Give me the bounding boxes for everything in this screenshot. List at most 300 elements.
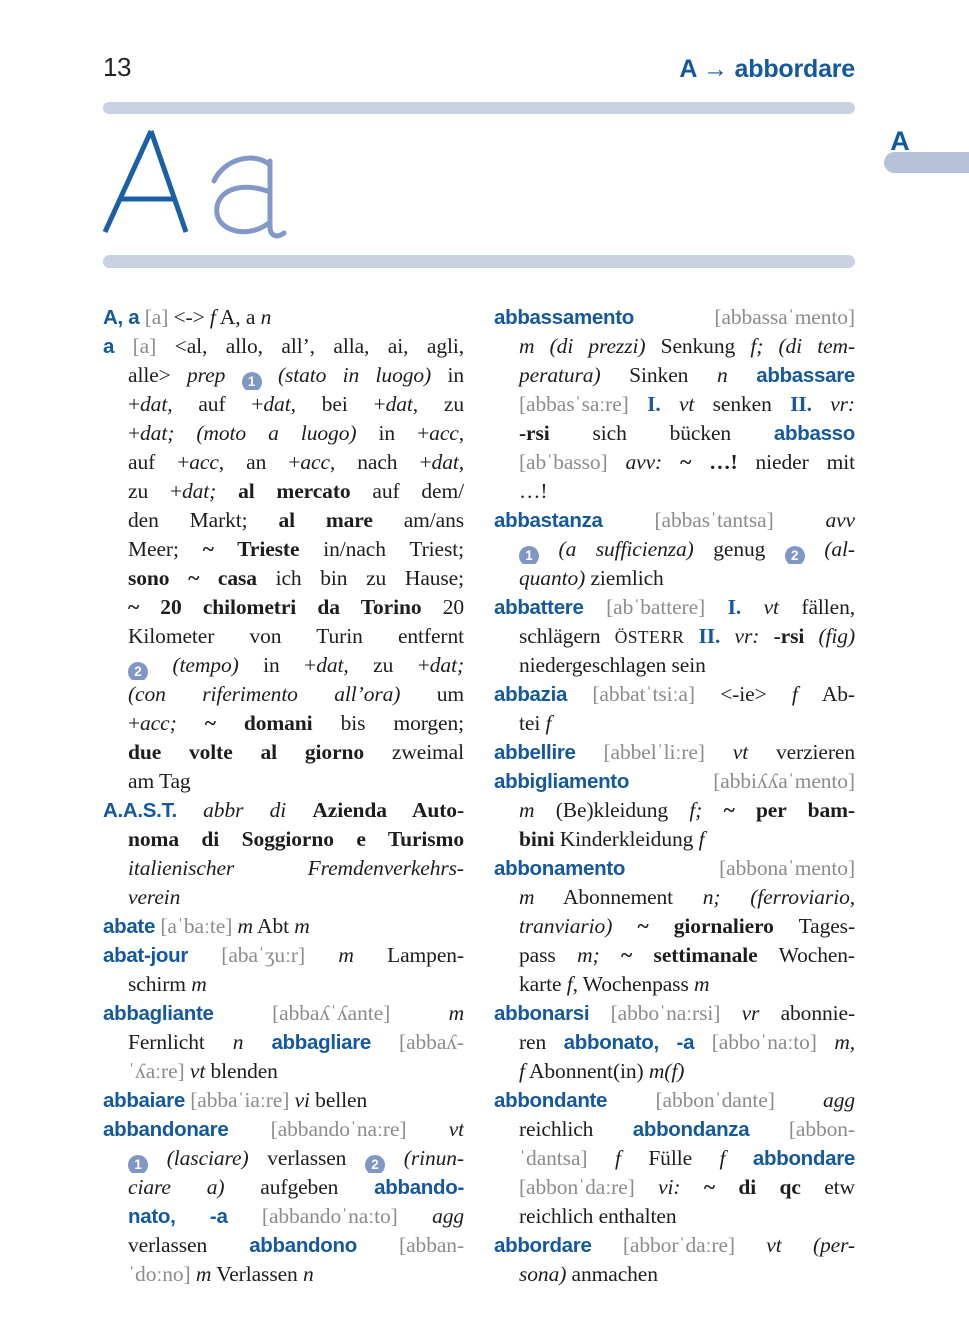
text: fällen, <box>778 595 855 619</box>
entry-line <box>494 593 855 622</box>
entry-line <box>494 419 855 448</box>
text <box>148 653 173 677</box>
italic-label: m, <box>834 1030 855 1054</box>
phonetic-transcription: [abbaˈiaːre] <box>190 1088 290 1112</box>
text: an + <box>224 450 301 474</box>
entry-line <box>494 1231 855 1260</box>
text <box>812 392 830 416</box>
italic-label: f <box>519 1059 525 1083</box>
text <box>694 1030 712 1054</box>
phonetic-transcription: [abˈbasso] <box>519 450 608 474</box>
headword: abbondanza <box>632 1118 750 1141</box>
italic-label: f <box>209 305 216 329</box>
italic-label: m; <box>577 943 600 967</box>
text <box>662 450 680 474</box>
text: in + <box>356 421 430 445</box>
entry-line <box>494 709 855 738</box>
sense-roman-numeral: I. <box>727 595 742 619</box>
phonetic-transcription: [abbandoˈnaːre] <box>270 1117 407 1141</box>
italic-label: f <box>719 1146 726 1170</box>
text <box>177 711 205 735</box>
italic-label: sona) <box>519 1262 567 1286</box>
text: Abt <box>252 914 295 938</box>
italic-label: agg <box>823 1088 855 1112</box>
headword: abbazia <box>494 683 568 706</box>
phonetic-transcription: [abbasˈsaːre] <box>519 392 629 416</box>
big-letter-a <box>214 158 284 236</box>
entry-line <box>494 448 855 477</box>
entry-line <box>494 535 855 564</box>
phonetic-transcription: [abboˈnaːto] <box>711 1030 817 1054</box>
text <box>589 1001 610 1025</box>
text <box>805 537 825 561</box>
text: Lampen- <box>353 943 464 967</box>
bold-example: ~ domani <box>204 711 313 735</box>
text: den Markt; <box>128 508 279 532</box>
headword: abbagliare <box>271 1031 371 1054</box>
text: nieder mit <box>737 450 855 474</box>
text <box>608 450 626 474</box>
headword: a <box>103 335 115 358</box>
phonetic-transcription: [abbassaˈmento] <box>714 305 855 329</box>
text <box>539 537 559 561</box>
bold-example: bini <box>519 827 555 851</box>
text <box>735 1233 766 1257</box>
text <box>725 1146 753 1170</box>
italic-label: m <box>519 885 535 909</box>
phonetic-transcription: [abbelˈliːre] <box>603 740 705 764</box>
bold-example: al mercato <box>238 479 351 503</box>
text: bei + <box>295 392 386 416</box>
text <box>782 1233 813 1257</box>
text <box>216 479 238 503</box>
italic-label: dat; <box>429 653 464 677</box>
text <box>702 798 723 822</box>
phonetic-transcription: [abbaʎ- <box>399 1030 464 1054</box>
italic-label: (rinun- <box>403 1146 464 1170</box>
text: Tages- <box>773 914 855 938</box>
sense-number-badge: 2 <box>365 1155 385 1174</box>
phonetic-transcription: [abbonaˈmento] <box>719 856 855 880</box>
entry-line <box>103 419 464 448</box>
text <box>625 856 719 880</box>
text <box>774 508 826 532</box>
italic-label: n; (ferroviario, <box>702 885 855 909</box>
italic-label: (con riferimento all’ora) <box>128 682 401 706</box>
italic-label: dat, <box>263 392 296 416</box>
text: Wochen- <box>757 943 855 967</box>
headword: abbastanza <box>494 509 603 532</box>
sense-number-badge: 1 <box>128 1155 148 1174</box>
text <box>817 1030 835 1054</box>
text: Ab- <box>797 682 855 706</box>
bold-example: -rsi <box>519 421 550 445</box>
phonetic-transcription: ˈdoːno] <box>128 1262 191 1286</box>
entry-line <box>494 970 855 999</box>
bold-example: due volte al giorno <box>128 740 365 764</box>
italic-label: agg <box>432 1204 464 1228</box>
bold-example: -rsi <box>773 624 805 648</box>
phonetic-transcription: [abbasˈtantsa] <box>654 508 774 532</box>
italic-label: vt <box>189 1059 206 1083</box>
phonetic-transcription: [abborˈdaːre] <box>622 1233 735 1257</box>
text <box>188 943 221 967</box>
phonetic-transcription: [abban- <box>399 1233 464 1257</box>
text: <-ie> <box>694 682 792 706</box>
phonetic-transcription: [abbiʎʎaˈmento] <box>713 769 855 793</box>
text <box>741 595 763 619</box>
phonetic-transcription: [a] <box>144 305 169 329</box>
text: Kinderkleidung <box>554 827 699 851</box>
entry-line <box>494 767 855 796</box>
text: zu + <box>128 479 182 503</box>
italic-label: m <box>237 914 253 938</box>
italic-label: ciare a) <box>128 1175 225 1199</box>
entry-line <box>494 303 855 332</box>
text <box>603 508 655 532</box>
entry-line <box>103 593 464 622</box>
phonetic-transcription: [abbaʎˈʎante] <box>272 1001 391 1025</box>
text: auf dem/ <box>350 479 464 503</box>
headword: abbagliante <box>103 1002 214 1025</box>
bold-example: ~ …! <box>680 450 738 474</box>
italic-label: f <box>791 682 798 706</box>
bold-example: sono ~ casa <box>128 566 257 590</box>
entry-line <box>103 825 464 854</box>
entry-line <box>103 622 464 651</box>
text: Sinken <box>600 363 717 387</box>
thumb-tab-letter: A <box>890 126 910 156</box>
phonetic-transcription: [abˈbattere] <box>606 595 706 619</box>
entry-line <box>494 825 855 854</box>
italic-label: (tempo) <box>172 653 239 677</box>
entry-line <box>103 1086 464 1115</box>
text: + <box>128 711 141 735</box>
headword: nato, -a <box>128 1205 228 1228</box>
italic-label: f <box>614 1146 621 1170</box>
italic-label: n <box>232 1030 244 1054</box>
text: in <box>431 363 464 387</box>
text: sich bücken <box>549 421 774 445</box>
text: verzieren <box>748 740 855 764</box>
headword: abbonamento <box>494 857 626 880</box>
text: am/ans <box>372 508 464 532</box>
text: pass <box>519 943 578 967</box>
entry-line <box>103 767 464 796</box>
headword: abbandonare <box>103 1118 229 1141</box>
entry-line <box>103 535 464 564</box>
text <box>177 798 203 822</box>
text <box>661 392 679 416</box>
phonetic-transcription: [abbonˈdante] <box>655 1088 775 1112</box>
italic-label: vt <box>732 740 749 764</box>
entry-line <box>103 1202 464 1231</box>
entry-line <box>494 390 855 419</box>
text <box>629 769 713 793</box>
text <box>681 1175 704 1199</box>
italic-label: f <box>698 827 705 851</box>
text <box>684 624 698 648</box>
bold-example: ~ 20 chilometri da Torino <box>128 595 422 619</box>
italic-label: vt <box>448 1117 464 1141</box>
text: in + <box>238 653 317 677</box>
text: auf + <box>172 392 264 416</box>
entry-line <box>494 1057 855 1086</box>
entry-line <box>103 448 464 477</box>
sense-roman-numeral: II. <box>790 392 812 416</box>
entry-line <box>103 477 464 506</box>
entry-line <box>494 564 855 593</box>
entry-line <box>494 361 855 390</box>
italic-label: peratura) <box>519 363 601 387</box>
text <box>720 624 734 648</box>
phonetic-transcription: ˈʎaːre] <box>128 1059 185 1083</box>
guide-words: A → abbordare <box>679 55 855 83</box>
italic-label: acc; <box>140 711 177 735</box>
text <box>567 682 592 706</box>
italic-label: f; (di tem- <box>750 334 855 358</box>
entry-line <box>494 883 855 912</box>
entry-line <box>494 1144 855 1173</box>
entry-line <box>494 680 855 709</box>
headword: abbigliamento <box>494 770 630 793</box>
entry-line <box>494 1028 855 1057</box>
italic-label: m <box>195 1262 212 1286</box>
italic-label: m <box>294 914 310 938</box>
text <box>775 1088 823 1112</box>
italic-label: tranviario) <box>519 914 613 938</box>
italic-label: vi <box>294 1088 310 1112</box>
italic-label: dat, <box>140 392 173 416</box>
text: schirm <box>128 972 192 996</box>
italic-label: m(f) <box>648 1059 685 1083</box>
big-letter-A <box>105 131 186 232</box>
text: A, a <box>215 305 261 329</box>
text: + <box>128 392 141 416</box>
text: ich bin zu Hause; <box>256 566 464 590</box>
entry-line <box>103 1260 464 1289</box>
italic-label: quanto) <box>519 566 586 590</box>
text <box>607 1088 655 1112</box>
text <box>635 1175 658 1199</box>
headword: abbonato, -a <box>563 1031 695 1054</box>
entry-line <box>494 999 855 1028</box>
italic-label: avv <box>825 508 855 532</box>
entry-line <box>103 709 464 738</box>
text: Abonnement <box>534 885 703 909</box>
sense-number-badge: 1 <box>242 372 262 391</box>
entry-line <box>103 796 464 825</box>
text: verlassen <box>248 1146 366 1170</box>
text: schlägern <box>519 624 615 648</box>
text <box>225 363 241 387</box>
text <box>398 1204 432 1228</box>
italic-label: dat; <box>181 479 217 503</box>
text: zu <box>418 392 464 416</box>
italic-label: vr <box>741 1001 760 1025</box>
italic-label: n <box>260 305 272 329</box>
text: abonnie- <box>759 1001 855 1025</box>
entry-line <box>103 651 464 680</box>
text: reichlich <box>519 1117 633 1141</box>
text <box>214 1001 272 1025</box>
italic-label: (fig) <box>818 624 855 648</box>
bold-example: ~ giornaliero <box>637 914 774 938</box>
entry-line <box>494 912 855 941</box>
phonetic-transcription: [a] <box>132 334 157 358</box>
text: in/nach Triest; <box>299 537 464 561</box>
text: ren <box>519 1030 564 1054</box>
phonetic-transcription: [abbon- <box>788 1117 855 1141</box>
headword: A, a <box>103 306 140 329</box>
headword: abbondare <box>752 1147 855 1170</box>
text: verlassen <box>128 1233 250 1257</box>
headword: abbandono <box>249 1234 357 1257</box>
entry-line <box>103 1057 464 1086</box>
headword: abbaiare <box>103 1089 185 1112</box>
headword: abbonarsi <box>494 1002 590 1025</box>
entry-line <box>494 1086 855 1115</box>
text <box>371 1030 399 1054</box>
italic-label: m <box>694 972 710 996</box>
text: anmachen <box>566 1262 658 1286</box>
italic-label: vt <box>763 595 779 619</box>
bold-example: al mare <box>278 508 373 532</box>
entry-line <box>103 1115 464 1144</box>
italic-label: acc, <box>189 450 225 474</box>
text: zweimal <box>364 740 464 764</box>
italic-label: prep <box>187 363 226 387</box>
italic-label: (a sufficienza) <box>558 537 694 561</box>
text <box>804 624 818 648</box>
italic-label: avv: <box>625 450 663 474</box>
italic-label: m <box>448 1001 464 1025</box>
entry-line <box>494 1115 855 1144</box>
text <box>600 943 621 967</box>
headword: A.A.S.T. <box>103 799 177 822</box>
headword: abat-jour <box>103 944 188 967</box>
sense-number-badge: 2 <box>128 662 148 681</box>
headword: abbondante <box>494 1089 608 1112</box>
text: Kilometer von Turin entfernt <box>128 624 464 648</box>
headword: abbassamento <box>494 306 634 329</box>
headword: abbasso <box>773 422 855 445</box>
italic-label: verein <box>128 885 181 909</box>
text: etw <box>800 1175 855 1199</box>
headword: abbattere <box>494 596 584 619</box>
text <box>576 740 604 764</box>
italic-label: (al- <box>824 537 855 561</box>
italic-label: f <box>566 972 573 996</box>
entry-line <box>103 999 464 1028</box>
italic-label: vi: <box>658 1175 681 1199</box>
bold-example: noma di Soggiorno e Turismo <box>128 827 464 851</box>
text: alle> <box>128 363 188 387</box>
entry-line <box>103 970 464 999</box>
bold-example: ~ settimanale <box>621 943 758 967</box>
entry-line <box>494 622 855 651</box>
text <box>584 595 606 619</box>
italic-label: m <box>519 798 535 822</box>
entry-line <box>494 651 855 680</box>
phonetic-transcription: [abbandoˈnaːto] <box>261 1204 398 1228</box>
text <box>612 914 637 938</box>
sense-number-badge: 1 <box>519 546 539 565</box>
italic-label: dat; <box>140 421 175 445</box>
entry-line <box>494 332 855 361</box>
bold-example: ~ di qc <box>703 1175 801 1199</box>
text: (Be)kleidung <box>534 798 690 822</box>
entry-line <box>103 738 464 767</box>
italic-label: f <box>545 711 552 735</box>
text <box>390 1001 448 1025</box>
italic-label: (moto a luogo) <box>196 421 357 445</box>
dictionary-column-right <box>494 303 855 1289</box>
text: blenden <box>205 1059 278 1083</box>
entry-line <box>103 332 464 361</box>
entry-line <box>494 796 855 825</box>
text: tei <box>519 711 546 735</box>
text <box>357 1233 399 1257</box>
text: ziemlich <box>585 566 664 590</box>
entry-line <box>103 390 464 419</box>
text: …! <box>519 479 548 503</box>
italic-label: abbr di <box>203 798 287 822</box>
phonetic-transcription: [abaˈʒuːr] <box>221 943 306 967</box>
text <box>705 595 727 619</box>
entry-line <box>494 738 855 767</box>
italic-label: m (di prezzi) <box>519 334 646 358</box>
headword: abbando- <box>374 1176 464 1199</box>
text <box>228 1117 270 1141</box>
italic-label: dat, <box>316 653 349 677</box>
text: reichlich enthalten <box>519 1204 677 1228</box>
text: Verlassen <box>211 1262 303 1286</box>
italic-label: acc, <box>300 450 336 474</box>
entry-line <box>494 1260 855 1289</box>
text: am Tag <box>128 769 191 793</box>
italic-label: m <box>191 972 207 996</box>
text: + <box>128 421 141 445</box>
text: karte <box>519 972 567 996</box>
italic-label: dat, <box>431 450 464 474</box>
phonetic-transcription: [abbonˈdaːre] <box>519 1175 635 1199</box>
phonetic-transcription: ˈdantsa] <box>519 1146 588 1170</box>
text <box>728 363 757 387</box>
text: auf + <box>128 450 190 474</box>
italic-label: acc, <box>429 421 464 445</box>
text <box>243 1030 271 1054</box>
section-letter-graphic <box>101 128 316 243</box>
entry-line <box>103 361 464 390</box>
sense-roman-numeral: I. <box>647 392 661 416</box>
text: <-> <box>168 305 210 329</box>
bottom-divider-bar <box>103 255 855 268</box>
text <box>406 1117 448 1141</box>
phonetic-transcription: [abboˈnaːrsi] <box>610 1001 721 1025</box>
text: bellen <box>309 1088 368 1112</box>
headword: abbellire <box>494 741 576 764</box>
italic-label: vr: <box>830 392 855 416</box>
text: 20 <box>421 595 464 619</box>
entry-line <box>103 1028 464 1057</box>
text: um <box>400 682 464 706</box>
regional-label: ÖSTERR <box>614 627 685 647</box>
entry-line <box>103 883 464 912</box>
italic-label: n <box>716 363 728 387</box>
dictionary-column-left <box>103 303 464 1289</box>
entry-line <box>103 1144 464 1173</box>
